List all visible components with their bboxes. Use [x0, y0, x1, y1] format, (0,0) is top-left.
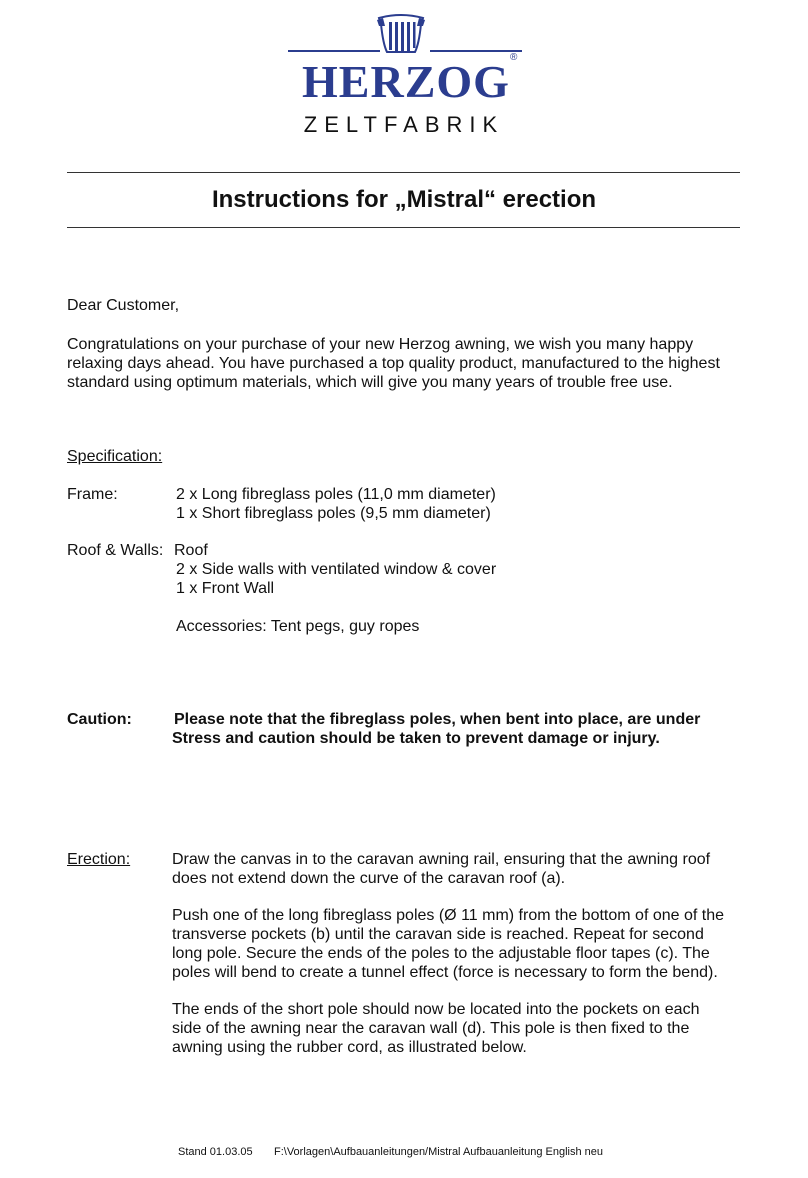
- erection-line: does not extend down the curve of the caravan roof (a).: [172, 870, 566, 887]
- erection-line: poles will bend to create a tunnel effect (force is necessary to form the bend).: [172, 964, 718, 981]
- frame-item: 1 x Short fibreglass poles (9,5 mm diameter): [176, 505, 491, 522]
- intro-line-2: relaxing days ahead. You have purchased a top quality product, manufactured to the highest: [67, 355, 720, 372]
- specification-heading: Specification:: [67, 448, 163, 465]
- logo-rule-right: [430, 50, 522, 52]
- frame-label: Frame:: [67, 486, 118, 503]
- frame-item: 2 x Long fibreglass poles (11,0 mm diameter): [176, 486, 496, 503]
- intro-line-3: standard using optimum materials, which will give you many years of trouble free use.: [67, 374, 673, 391]
- roof-walls-label: Roof & Walls:: [67, 542, 164, 559]
- erection-line: The ends of the short pole should now be located into the pockets on each: [172, 1001, 700, 1018]
- caution-line-1: Please note that the fibreglass poles, when bent into place, are under: [174, 711, 701, 728]
- erection-label: Erection:: [67, 851, 131, 868]
- brand-wordmark: HERZOG: [302, 56, 510, 107]
- erection-line: awning using the rubber cord, as illustrated below.: [172, 1039, 527, 1056]
- footer-date: Stand 01.03.05: [178, 1146, 253, 1158]
- erection-line: Push one of the long fibreglass poles (Ø 11 mm) from the bottom of one of the: [172, 907, 724, 924]
- roof-item: 1 x Front Wall: [176, 580, 275, 597]
- logo-rule-left: [288, 50, 380, 52]
- erection-line: Draw the canvas in to the caravan awning rail, ensuring that the awning roof: [172, 851, 711, 868]
- roof-item: 2 x Side walls with ventilated window & cover: [176, 561, 497, 578]
- tent-emblem-icon: [375, 14, 427, 58]
- title-rule-bottom: [67, 227, 740, 228]
- roof-item: Roof: [174, 542, 208, 559]
- footer-path: F:\Vorlagen\Aufbauanleitungen/Mistral Aufbauanleitung English neu: [274, 1146, 604, 1158]
- erection-line: long pole. Secure the ends of the poles to the adjustable floor tapes (c). The: [172, 945, 710, 962]
- erection-line: side of the awning near the caravan wall (d). This pole is then fixed to the: [172, 1020, 690, 1037]
- sub-brand: ZELTFABRIK: [303, 112, 505, 137]
- caution-label: Caution:: [67, 711, 132, 728]
- intro-line-1: Congratulations on your purchase of your new Herzog awning, we wish you many happy: [67, 336, 694, 353]
- caution-line-2: Stress and caution should be taken to prevent damage or injury.: [172, 730, 660, 747]
- accessories: Accessories: Tent pegs, guy ropes: [176, 618, 420, 635]
- registered-mark: ®: [510, 52, 518, 63]
- page-title: Instructions for „Mistral“ erection: [211, 186, 597, 213]
- herzog-logo: [280, 14, 530, 107]
- greeting: Dear Customer,: [67, 297, 180, 314]
- erection-line: transverse pockets (b) until the caravan side is reached. Repeat for second: [172, 926, 704, 943]
- title-rule-top: [67, 172, 740, 173]
